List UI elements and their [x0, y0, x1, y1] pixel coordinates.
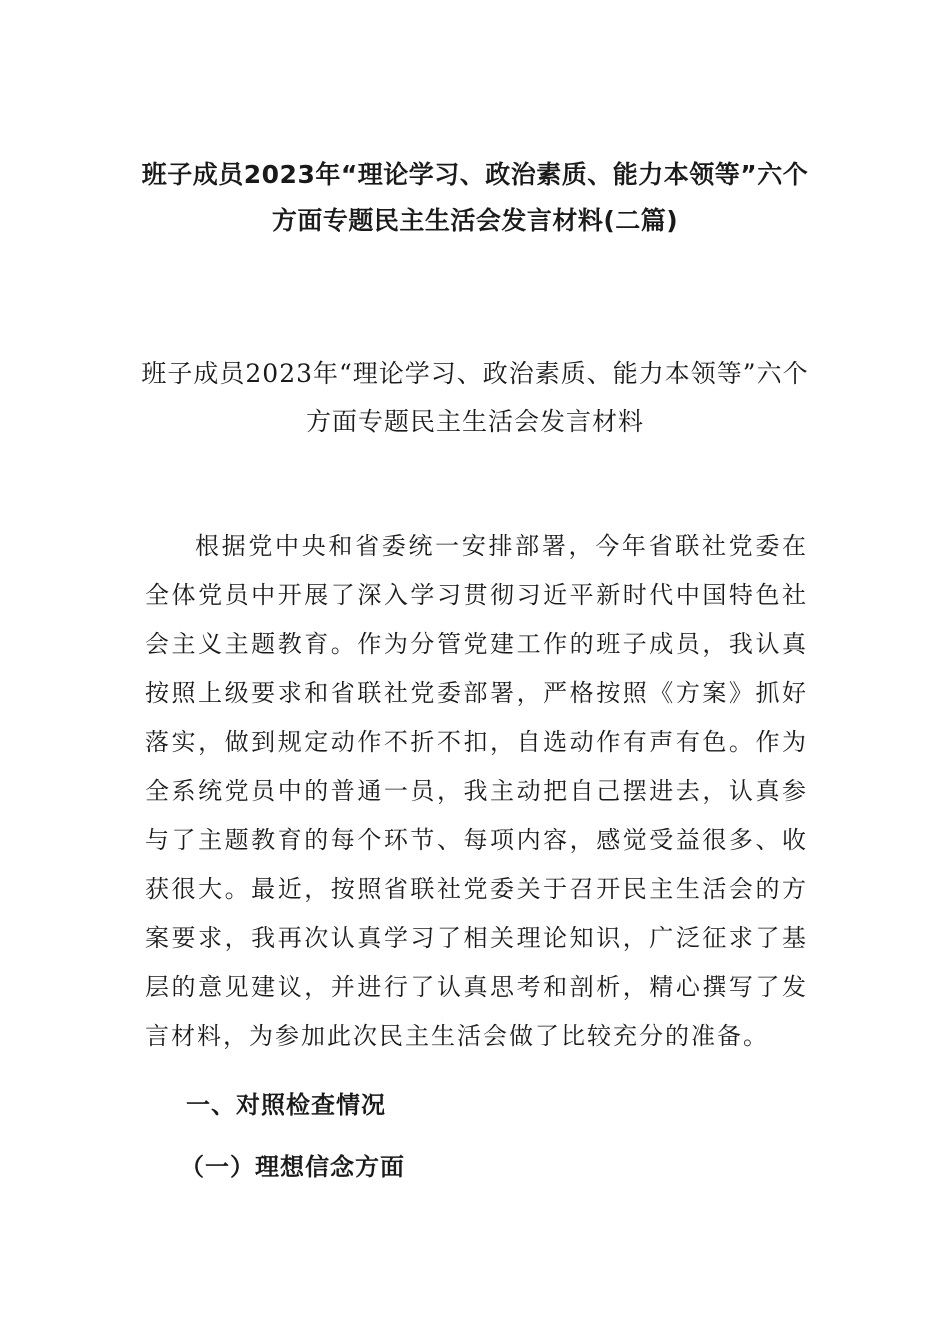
section-heading: 一、对照检查情况	[186, 1091, 386, 1119]
subsection-heading: （一）理想信念方面	[180, 1153, 405, 1181]
document-subtitle: 班子成员2023年“理论学习、政治素质、能力本领等”六个方面专题民主生活会发言材料	[141, 359, 809, 436]
document-title: 班子成员2023年“理论学习、政治素质、能力本领等”六个方面专题民主生活会发言材料(二篇)	[141, 160, 809, 235]
intro-paragraph: 根据党中央和省委统一安排部署，今年省联社党委在全体党员中开展了深入学习贯彻习近平新时代中国特色社会主义主题教育。作为分管党建工作的班子成员，我认真按照上级要求和省联社党委部署，严格按照《方案》抓好落实，做到规定动作不折不扣，自选动作有声有色。作为全系统党员中的普通一员，我主动把自己摆进去，认真参与了主题教育的每个环节、每项内容，感觉受益很多、收获很大。最近，按照省联社党委关于召开民主生活会的方案要求，我再次认真学习了相关理论知识，广泛征求了基层的意见建议，并进行了认真思考和剖析，精心撰写了发言材料，为参加此次民主生活会做了比较充分的准备。	[145, 532, 808, 1050]
